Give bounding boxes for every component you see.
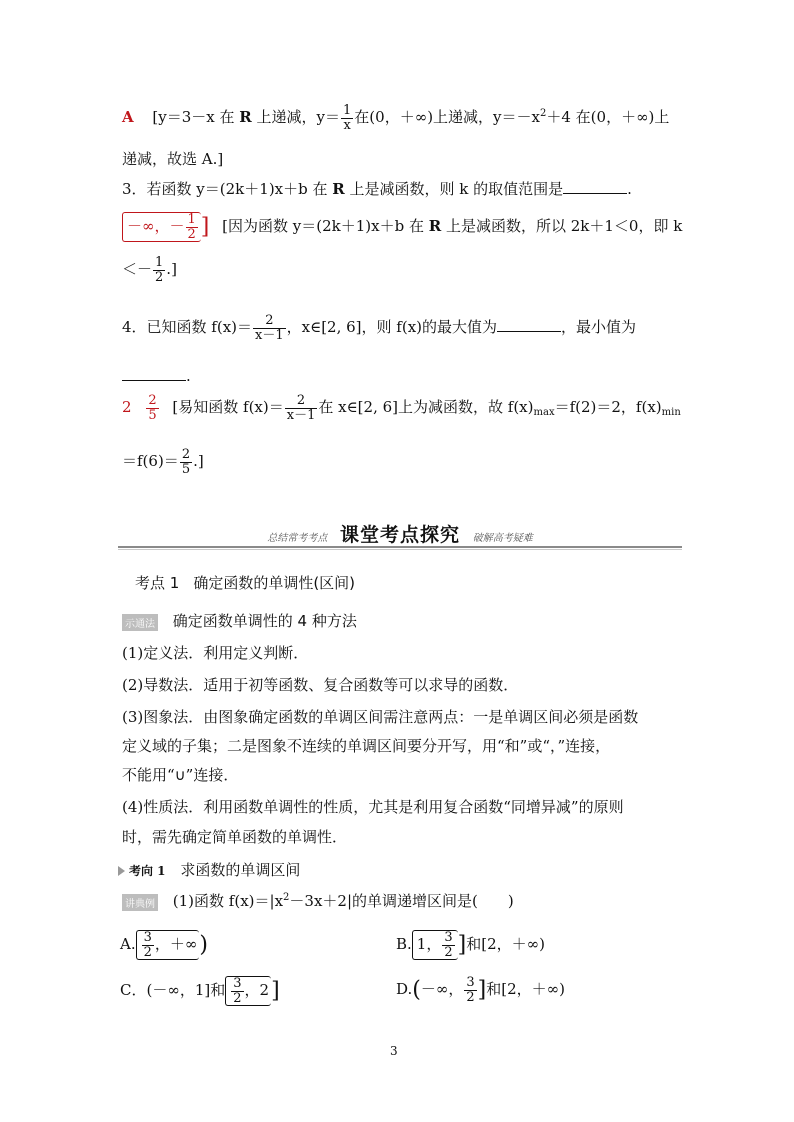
question-3: 3．若函数 y＝(2k＋1)x＋b 在 R 上是减函数，则 k 的取值范围是 . <box>122 180 632 198</box>
method-p4a: (4)性质法．利用函数单调性的性质，尤其是利用复合函数“同增异减”的原则 <box>122 798 624 816</box>
interval-bracket: －∞，－ $\frac{1}{2}$ <box>122 212 201 242</box>
question-4: 4．已知函数 f(x)＝ $\frac{2}{x-1}$ ，x∈[2, 6]，则 f(x)的最大值为 ，最小值为 <box>122 313 637 343</box>
method-p2: (2)导数法．适用于初等函数、复合函数等可以求导的函数． <box>122 676 519 694</box>
banner-rule-thin <box>118 549 682 550</box>
section-banner: 总结常考考点 课堂考点探究 破解高考疑难 <box>118 520 682 552</box>
example-question: 讲典例 (1)函数 $f(x)=|x^2-3x+2|$的单调递增区间是( ) <box>122 890 514 911</box>
answer-blank <box>563 179 627 194</box>
example-tag: 讲典例 <box>122 894 158 911</box>
section-title: 课堂考点探究 <box>339 524 460 546</box>
play-arrow-icon <box>118 866 125 876</box>
answer-a-line1: A [y＝3－x 在 R 上递减，y＝ $\frac{1}{x}$ 在(0，＋∞)上递减，$y=-x^2+4$ 在(0，＋∞)上 <box>122 103 670 133</box>
option-a[interactable]: A. $\frac{3}{2}$ ，＋∞) <box>120 930 208 960</box>
option-d[interactable]: D.(－∞， $\frac{3}{2}$ ]和[2，＋∞) <box>396 975 565 1005</box>
topic-heading: 考点 1 确定函数的单调性(区间) <box>135 574 356 592</box>
method-p3c: 不能用“∪”连接． <box>122 766 239 784</box>
answer-letter: A <box>122 108 134 127</box>
answer-blank <box>497 317 561 332</box>
page-number: 3 <box>390 1044 398 1058</box>
method-p3a: (3)图象法．由图象确定函数的单调区间需注意两点：一是单调区间必须是函数 <box>122 708 639 726</box>
answer-blank <box>122 366 186 381</box>
fraction: $\frac{1}{x}$ <box>343 103 352 133</box>
method-heading: 示通法 确定函数单调性的 4 种方法 <box>122 610 357 631</box>
answer-a-line2: 递减，故选 A.] <box>122 150 224 168</box>
answer-4-line1: 2 $\frac{2}{5}$ [易知函数 f(x)＝ $\frac{2}{x-1}$ 在 x∈[2, 6]上为减函数，故 $f(x)_{max}=f(2)=2$，$f(x)_{min}$ <box>122 393 681 423</box>
answer-4-line2: ＝f(6)＝ $\frac{2}{5}$ .] <box>122 447 204 477</box>
answer-3-line1: －∞，－ $\frac{1}{2}$ ] [因为函数 y＝(2k＋1)x＋b 在 R 上是减函数，所以 2k＋1＜0，即 k <box>122 212 682 242</box>
method-p1: (1)定义法．利用定义判断． <box>122 644 309 662</box>
option-c[interactable]: C．(－∞，1]和 $\frac{3}{2}$ ，2] <box>120 976 280 1006</box>
method-tag: 示通法 <box>122 614 158 631</box>
question-4-line2: . <box>122 366 191 385</box>
method-p3b: 定义域的子集；二是图象不连续的单调区间要分开写，用“和”或“，”连接， <box>122 737 611 755</box>
method-p4b: 时，需先确定简单函数的单调性． <box>122 828 348 846</box>
answer-3-line2: ＜－ $\frac{1}{2}$ .] <box>122 255 177 285</box>
option-b[interactable]: B. 1， $\frac{3}{2}$ ]和[2，＋∞) <box>396 930 545 960</box>
direction-heading: 考向 1 求函数的单调区间 <box>118 859 300 880</box>
